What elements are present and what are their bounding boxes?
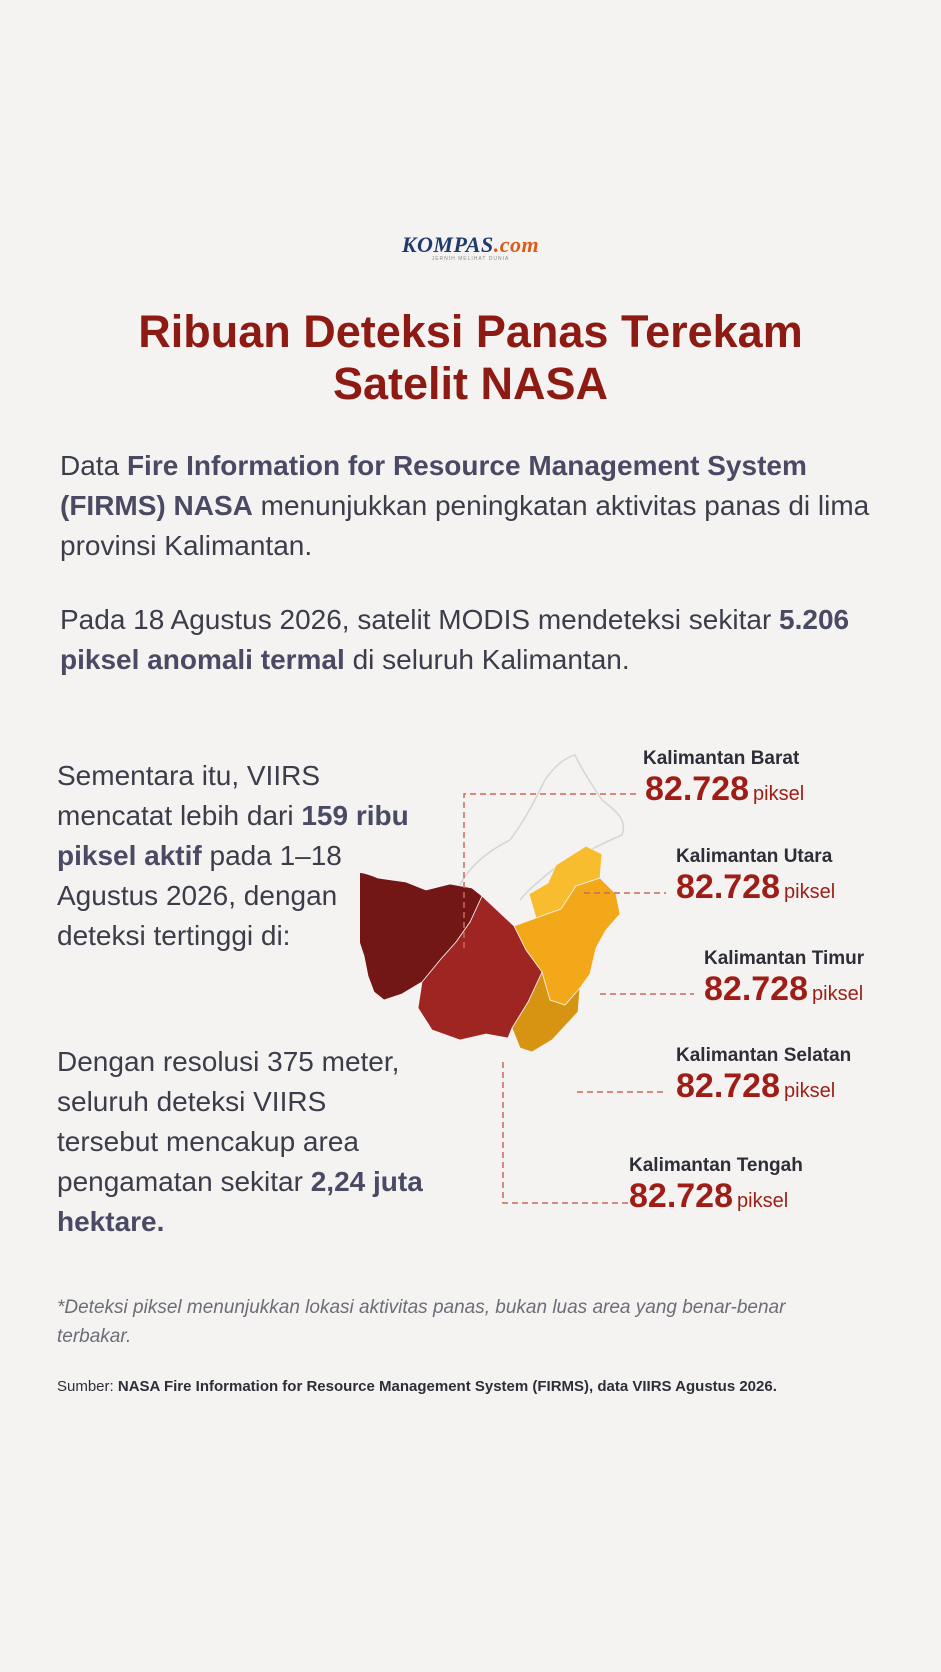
province-value: 82.728 [676, 1067, 780, 1105]
resolution-bold: 2,24 juta hektare. [57, 1166, 423, 1237]
leader-line-tengah [503, 1062, 630, 1203]
leader-line-barat [464, 794, 636, 948]
p1-prefix: Data [60, 450, 127, 481]
province-unit: piksel [784, 1080, 836, 1102]
source-bold: NASA Fire Information for Resource Management System (FIRMS), data VIIRS Agustus 2026. [117, 1378, 777, 1395]
label-kalimantan-utara [676, 846, 835, 907]
logo-tagline: JERNIH MELIHAT DUNIA [431, 256, 510, 262]
logo-name: KOMPAS [401, 232, 494, 257]
title-line-1: Ribuan Deteksi Panas Terekam [138, 306, 803, 357]
p1-suffix: menunjukkan peningkatan aktivitas panas di lima provinsi Kalimantan. [60, 490, 870, 561]
province-name: Kalimantan Selatan [676, 1045, 852, 1066]
province-name: Kalimantan Tengah [629, 1155, 803, 1176]
province-value: 82.728 [629, 1177, 733, 1215]
label-kalimantan-tengah [629, 1155, 803, 1216]
province-name: Kalimantan Utara [676, 846, 833, 867]
title-line-2: Satelit NASA [332, 358, 609, 409]
province-unit: piksel [812, 983, 864, 1005]
logo-suffix: .com [493, 232, 540, 257]
p2-bold: 5.206 piksel anomali termal [60, 604, 850, 675]
resolution-prefix: Dengan resolusi 375 meter, seluruh deteksi VIIRS tersebut mencakup area pengamatan sekitar [57, 1046, 400, 1197]
viirs-bold: 159 ribu piksel aktif [57, 800, 409, 871]
province-value: 82.728 [704, 970, 808, 1008]
province-name: Kalimantan Timur [704, 948, 865, 969]
label-kalimantan-timur [704, 948, 864, 1009]
viirs-prefix: Sementara itu, VIIRS mencatat lebih dari [57, 760, 321, 831]
p1-bold: Fire Information for Resource Management System (FIRMS) NASA [60, 450, 807, 521]
province-unit: piksel [784, 881, 836, 903]
source-line [57, 1378, 897, 1395]
province-value: 82.728 [676, 868, 780, 906]
province-name: Kalimantan Barat [643, 748, 800, 769]
viirs-suffix: pada 1–18 Agustus 2026, dengan deteksi tertinggi di: [57, 840, 342, 951]
province-unit: piksel [737, 1190, 789, 1212]
province-value: 82.728 [645, 770, 749, 808]
province-unit: piksel [753, 783, 805, 805]
p2-prefix: Pada 18 Agustus 2026, satelit MODIS mendeteksi sekitar [60, 604, 780, 635]
source-prefix: Sumber: [57, 1378, 118, 1395]
label-kalimantan-selatan [676, 1045, 851, 1106]
label-kalimantan-barat [643, 748, 804, 809]
footnote: *Deteksi piksel menunjukkan lokasi aktivitas panas, bukan luas area yang benar-benar terbakar. [57, 1297, 786, 1347]
p2-suffix: di seluruh Kalimantan. [344, 644, 630, 675]
